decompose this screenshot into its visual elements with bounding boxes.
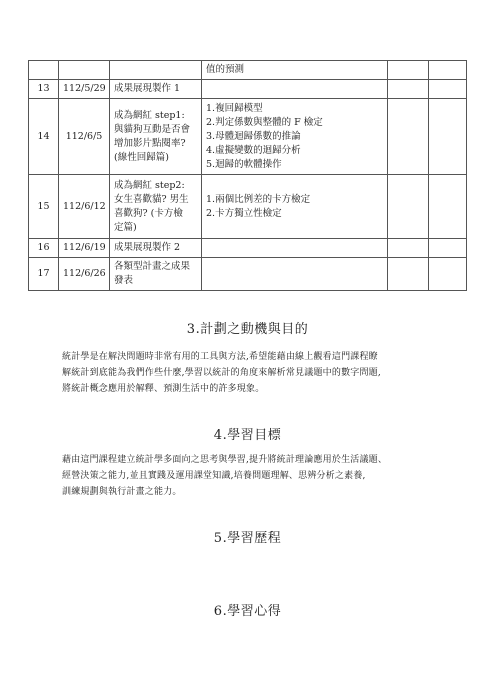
table-row — [29, 239, 467, 258]
blank-cell — [388, 239, 429, 258]
table-row — [29, 175, 467, 239]
blank-cell — [388, 80, 429, 99]
blank-cell — [429, 99, 467, 175]
topic-cell: 成果展現製作 1 — [110, 80, 202, 99]
blank-cell — [388, 61, 429, 80]
content-line: 1.複回歸模型 — [206, 102, 263, 114]
week-number-cell: 14 — [29, 99, 59, 175]
content-line: 3.母體迴歸係數的推論 — [206, 130, 301, 142]
content-line: 5.迴歸的軟體操作 — [206, 158, 282, 170]
week-number-cell: 16 — [29, 239, 59, 258]
section-3-paragraph — [62, 349, 440, 397]
section-6-title: 6.學習心得 — [213, 604, 282, 619]
week-number-cell: 15 — [29, 175, 59, 239]
topic-cell: 成果展現製作 2 — [110, 239, 202, 258]
paragraph-line: 訓練規劃與執行計畫之能力。 — [62, 487, 182, 497]
blank-cell — [429, 258, 467, 291]
blank-cell — [429, 80, 467, 99]
content-cell — [202, 175, 388, 239]
paragraph-line: 藉由這門課程建立統計學多面向之思考與學習,提升將統計理論應用於生活議題、 — [62, 455, 388, 465]
blank-cell — [429, 61, 467, 80]
date-cell: 112/5/29 — [59, 80, 110, 99]
table-row — [29, 61, 467, 80]
week-number-cell: 13 — [29, 80, 59, 99]
content-line: 2.判定係數與整體的 F 檢定 — [206, 116, 323, 128]
week-number-cell — [29, 61, 59, 80]
paragraph-line: 統計學是在解決問題時非常有用的工具與方法,希望能藉由線上觀看這門課程瞭 — [62, 352, 378, 362]
table-row — [29, 99, 467, 175]
paragraph-line: 將統計概念應用於解釋、預測生活中的許多現象。 — [62, 384, 265, 394]
topic-cell: 各類型計畫之成果 發表 — [110, 258, 202, 291]
course-schedule-table — [28, 60, 467, 291]
section-4-title: 4.學習目標 — [213, 428, 282, 443]
topic-cell: 成為網紅 step1: 與貓狗互動是否會 增加影片點閱率? (線性回歸篇) — [110, 99, 202, 175]
blank-cell — [429, 239, 467, 258]
content-cell — [202, 61, 388, 80]
section-4-paragraph — [62, 452, 440, 500]
date-cell: 112/6/19 — [59, 239, 110, 258]
week-number-cell: 17 — [29, 258, 59, 291]
date-cell: 112/6/12 — [59, 175, 110, 239]
date-cell: 112/6/26 — [59, 258, 110, 291]
blank-cell — [388, 258, 429, 291]
topic-cell: 成為網紅 step2: 女生喜歡貓? 男生 喜歡狗? (卡方檢 定篇) — [110, 175, 202, 239]
content-cell — [202, 99, 388, 175]
blank-cell — [388, 175, 429, 239]
topic-cell — [110, 61, 202, 80]
content-cell — [202, 239, 388, 258]
blank-cell — [388, 99, 429, 175]
content-line: 值的預測 — [206, 64, 245, 75]
section-5-title: 5.學習歷程 — [213, 531, 282, 546]
content-cell — [202, 80, 388, 99]
date-cell — [59, 61, 110, 80]
blank-cell — [429, 175, 467, 239]
section-3-title: 3.計劃之動機與目的 — [186, 322, 309, 337]
content-line: 4.虛擬變數的迴歸分析 — [206, 144, 301, 156]
date-cell: 112/6/5 — [59, 99, 110, 175]
table-row — [29, 80, 467, 99]
content-line: 1.兩個比例差的卡方檢定 — [206, 193, 311, 205]
table-row — [29, 258, 467, 291]
paragraph-line: 經營決策之能力,並且實踐及運用課堂知識,培養問題理解、思辨分析之素養, — [62, 471, 366, 481]
content-cell — [202, 258, 388, 291]
content-line: 2.卡方獨立性檢定 — [206, 207, 282, 219]
paragraph-line: 解統計到底能為我們作些什麼,學習以統計的角度來解析常見議題中的數字問題, — [62, 368, 381, 378]
